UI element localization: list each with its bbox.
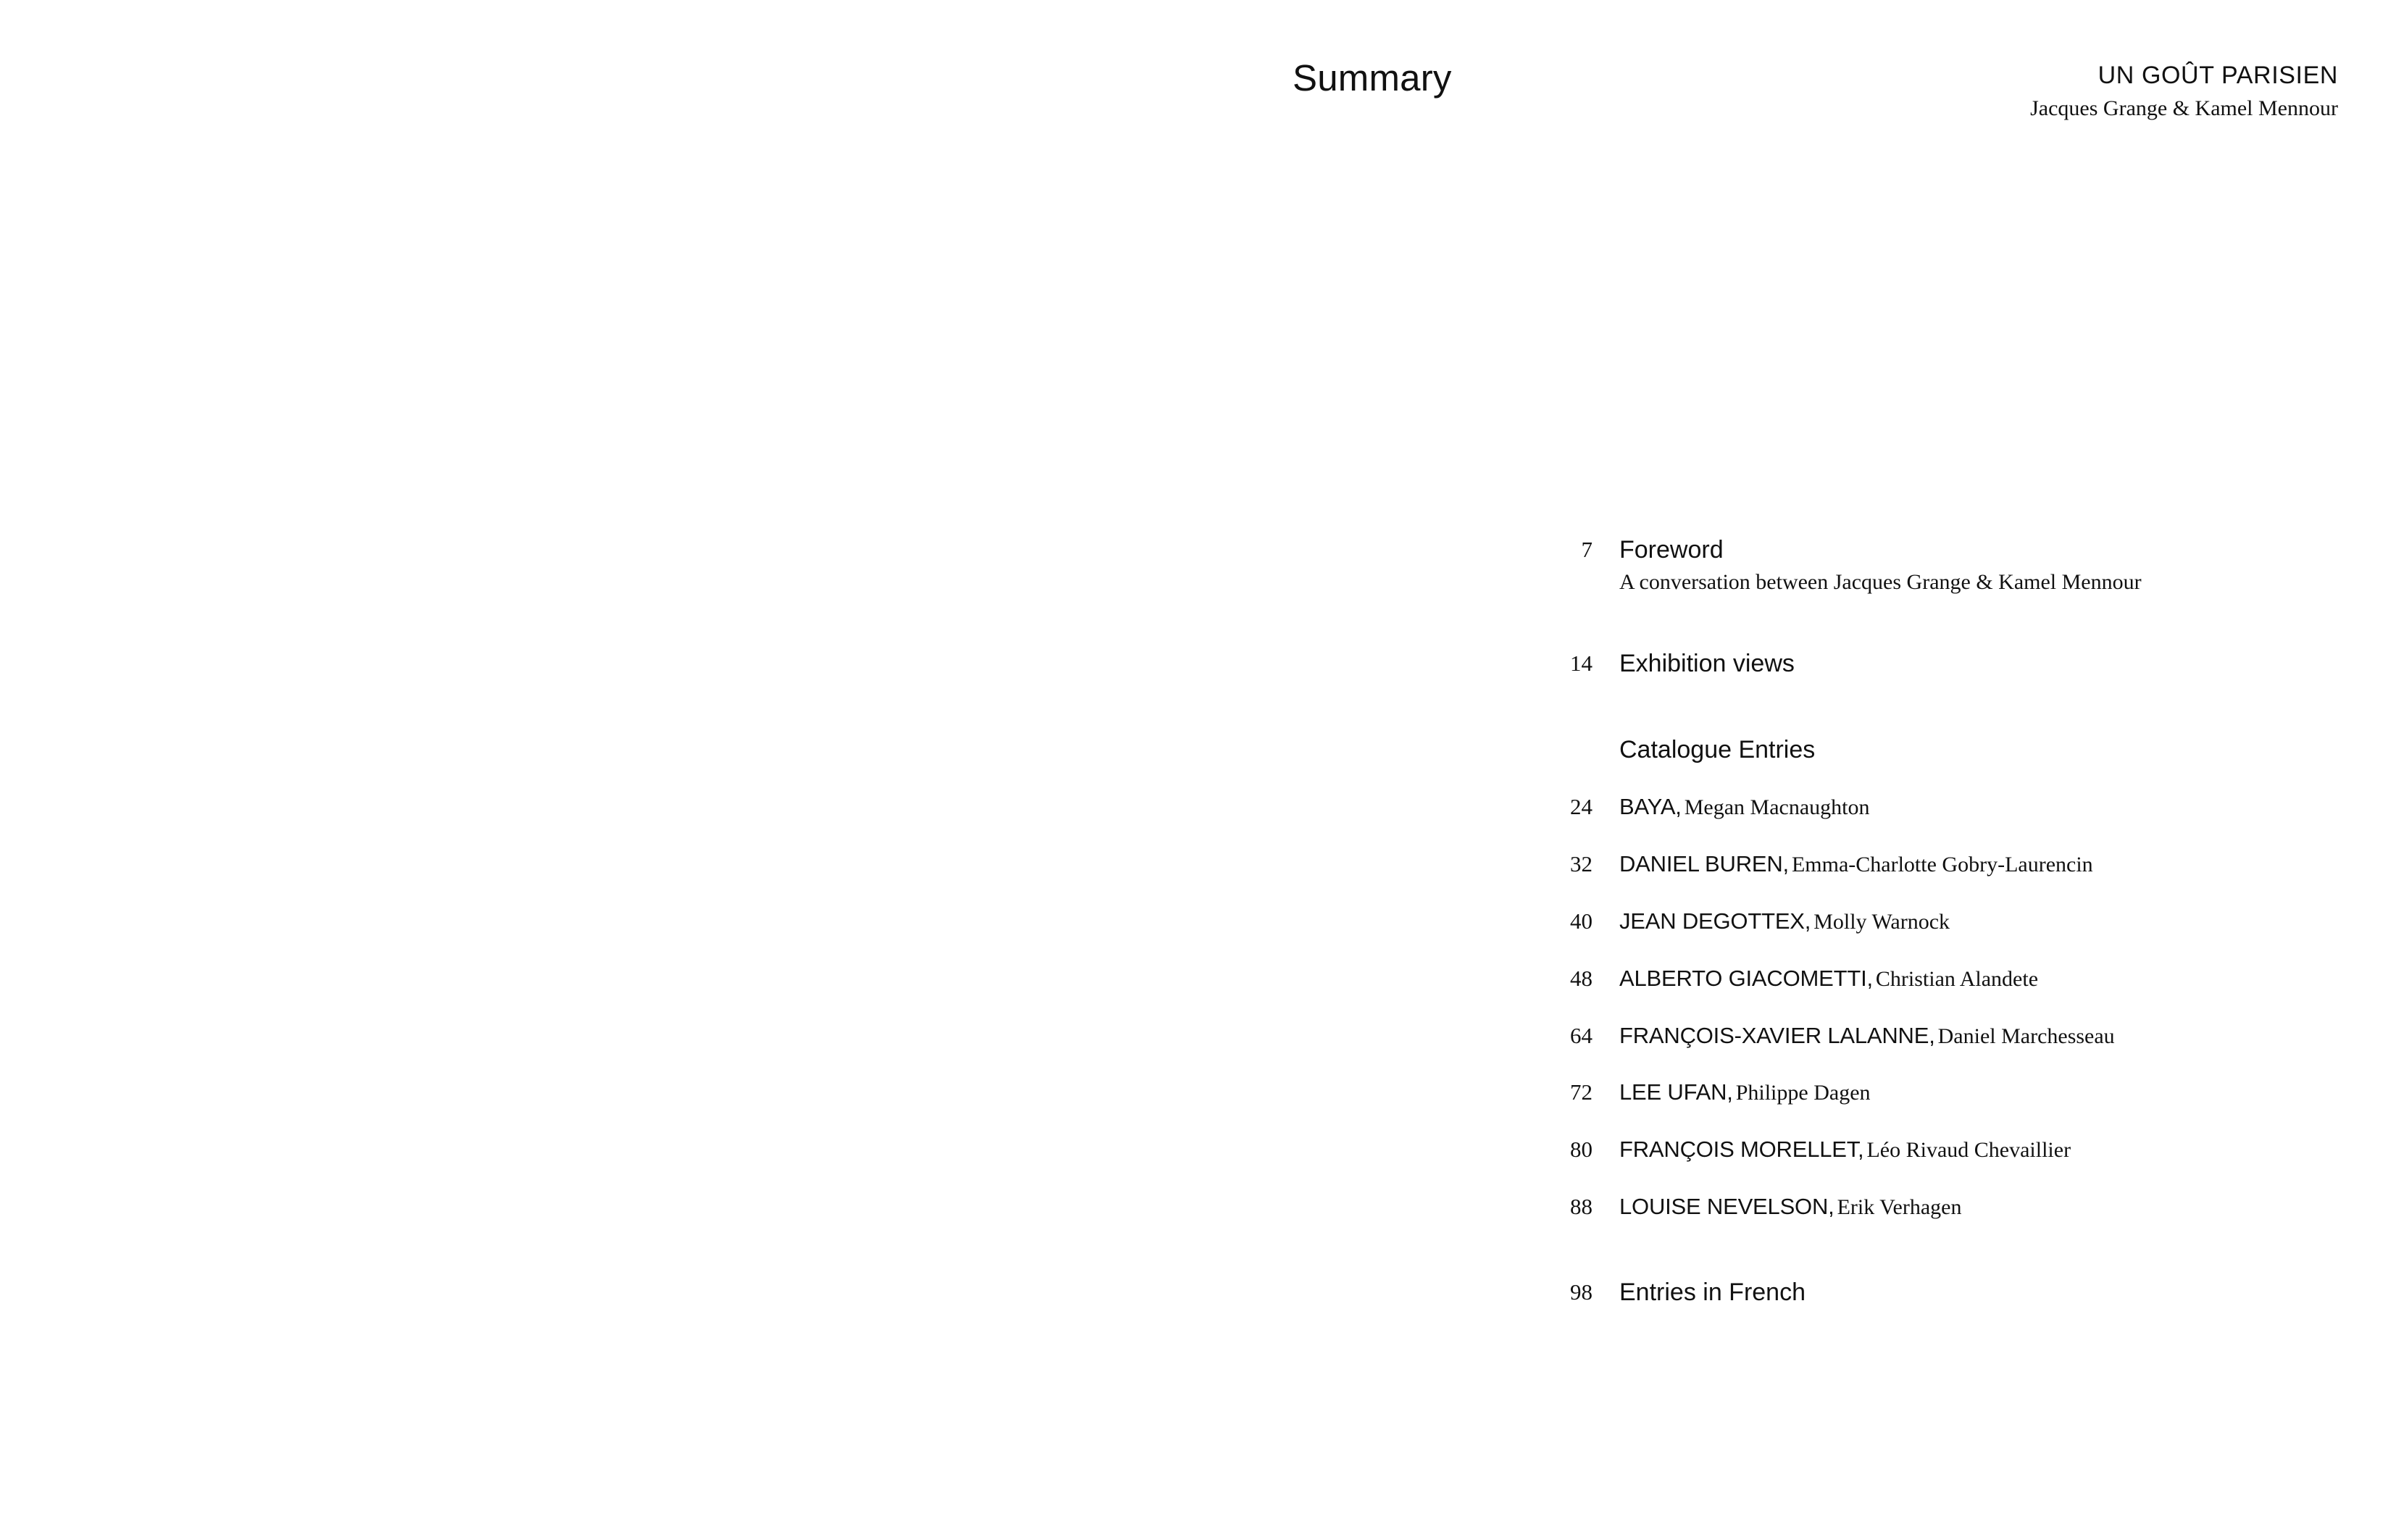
- toc-entry-author: Emma-Charlotte Gobry-Laurencin: [1791, 853, 2093, 876]
- toc-page-number: 64: [1570, 1023, 1593, 1048]
- toc-entry-author: Daniel Marchesseau: [1937, 1024, 2115, 1048]
- toc-page-number: 7: [1581, 537, 1593, 562]
- book-subtitle: Jacques Grange & Kamel Mennour: [2030, 96, 2338, 121]
- toc-page-number: 88: [1570, 1194, 1593, 1219]
- toc-title: Foreword: [1619, 536, 1724, 564]
- toc-page-number: 40: [1570, 908, 1593, 934]
- toc-entry-artist: ALBERTO GIACOMETTI,: [1619, 966, 1873, 991]
- toc-description: A conversation between Jacques Grange & Kamel Mennour: [1619, 570, 2142, 594]
- toc-entry-artist: JEAN DEGOTTEX,: [1619, 908, 1811, 934]
- toc-entry-author: Philippe Dagen: [1735, 1081, 1871, 1105]
- page-title: Summary: [1293, 57, 1452, 99]
- toc-entry-artist: LOUISE NEVELSON,: [1619, 1194, 1834, 1219]
- toc-page-number: 72: [1570, 1079, 1593, 1105]
- toc-entry-artist: FRANÇOIS MORELLET,: [1619, 1137, 1864, 1162]
- toc-section-title: Catalogue Entries: [1619, 736, 1816, 763]
- toc-entry-artist: FRANÇOIS-XAVIER LALANNE,: [1619, 1023, 1935, 1048]
- toc-page-number: 80: [1570, 1137, 1593, 1162]
- toc-title: Exhibition views: [1619, 650, 1795, 677]
- toc-entry-artist: DANIEL BUREN,: [1619, 851, 1789, 876]
- toc-entry-artist: LEE UFAN,: [1619, 1079, 1733, 1105]
- toc-page-number: 98: [1570, 1279, 1593, 1305]
- toc-title: Entries in French: [1619, 1279, 1806, 1306]
- toc-entry-author: Megan Macnaughton: [1684, 795, 1870, 819]
- book-title: UN GOÛT PARISIEN: [2097, 62, 2338, 89]
- toc-entry-author: Léo Rivaud Chevaillier: [1866, 1138, 2071, 1162]
- toc-page-number: 32: [1570, 851, 1593, 876]
- toc-entry-artist: BAYA,: [1619, 794, 1682, 819]
- toc-page-number: 48: [1570, 966, 1593, 991]
- toc-page-number: 14: [1570, 650, 1593, 676]
- toc-entry-author: Molly Warnock: [1813, 910, 1950, 934]
- toc-entry-author: Christian Alandete: [1875, 967, 2039, 991]
- toc-entry-author: Erik Verhagen: [1837, 1195, 1962, 1219]
- table-of-contents: [1550, 0, 2347, 1540]
- toc-page-number: 24: [1570, 794, 1593, 819]
